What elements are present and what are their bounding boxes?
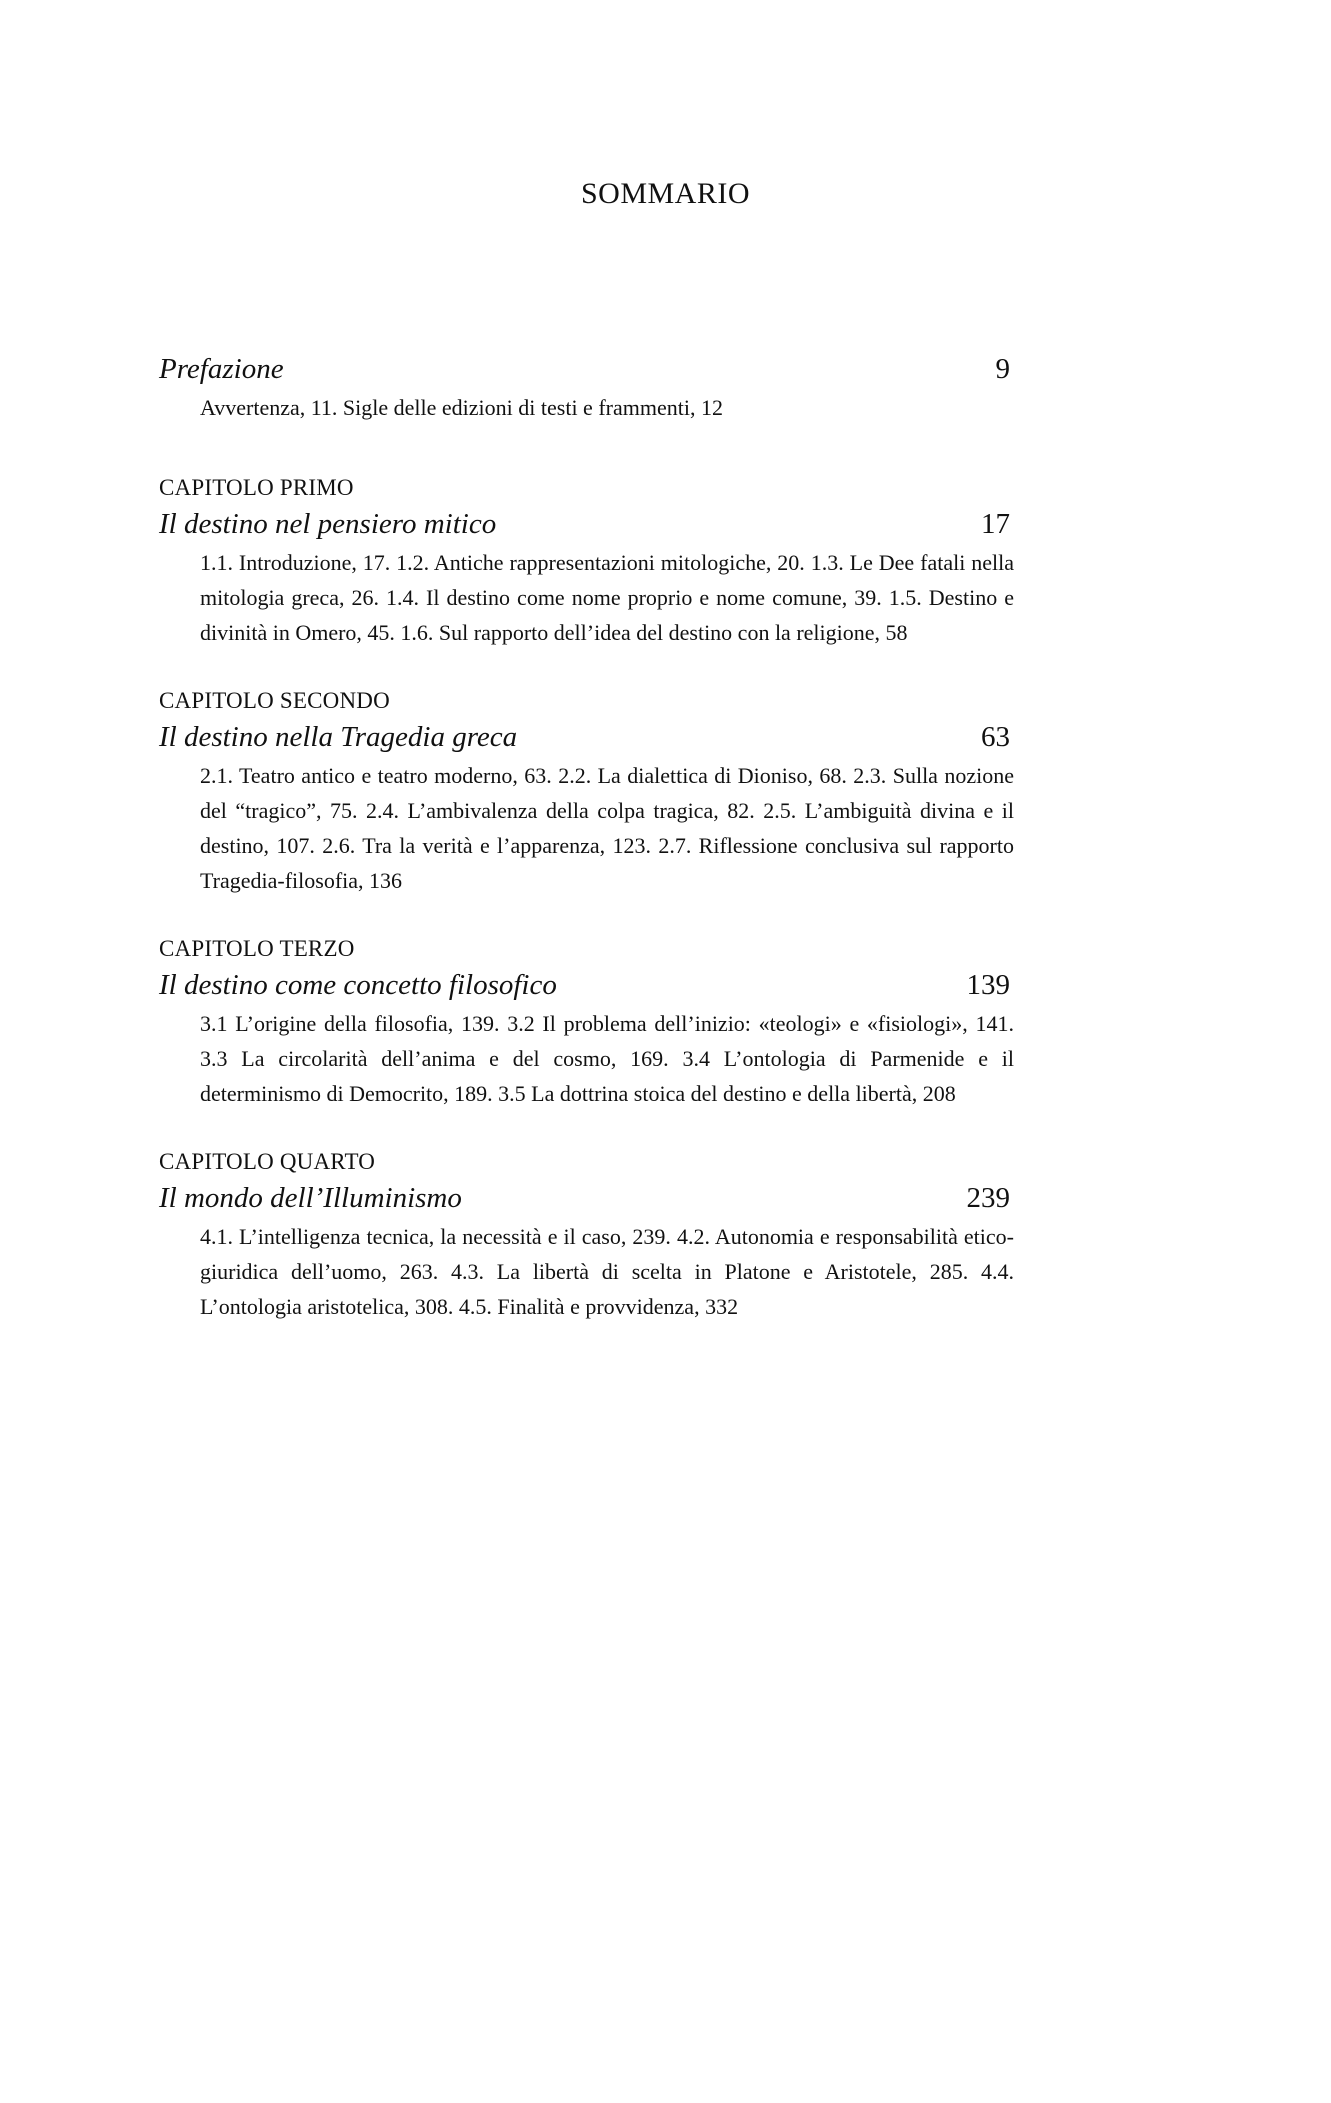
toc-entry-sections: Avvertenza, 11. Sigle delle edizioni di testi e frammenti, 12: [200, 395, 723, 420]
toc-heading-row: [159, 348, 1014, 390]
toc-entry-sections: 2.1. Teatro antico e teatro moderno, 63. 2.2. La dialettica di Dioniso, 68. 2.3. Sulla nozione del “tragico”, 75. 2.4. L’ambivalenza della colpa tragica, 82. 2.5. L’ambiguità divina e il destino, 107. 2.6. Tra la verità e l’apparenza, 123. 2.7. Riflessione conclusiva sul rapporto Tragedia-filosofia, 136: [200, 763, 1014, 893]
toc-entry-prefazione: [159, 348, 1014, 425]
toc-entry-page: 63: [981, 721, 1010, 753]
toc-entry-title: Il destino come concetto filosofico: [159, 969, 557, 1001]
page-title: SOMMARIO: [580, 177, 751, 210]
toc-entry-title: Il mondo dell’Illuminismo: [159, 1182, 462, 1214]
toc-heading-row: [159, 716, 1014, 758]
toc-heading-row: [159, 1177, 1014, 1219]
toc-entry-chapter-1: [159, 473, 1014, 650]
toc-entry-chapter-3: [159, 934, 1014, 1111]
toc-entry-chapter-4: [159, 1147, 1014, 1324]
toc-entry-page: 139: [966, 969, 1010, 1001]
toc-heading-row: [159, 503, 1014, 545]
toc-entry-title: Il destino nella Tragedia greca: [159, 721, 518, 753]
chapter-label: CAPITOLO PRIMO: [159, 475, 354, 500]
toc-entry-sections: 1.1. Introduzione, 17. 1.2. Antiche rappresentazioni mitologiche, 20. 1.3. Le Dee fatali nella mitologia greca, 26. 1.4. Il destino come nome proprio e nome comune, 39. 1.5. Destino e divinità in Omero, 45. 1.6. Sul rapporto dell’idea del destino con la religione, 58: [200, 550, 1014, 645]
toc-entry-sections: 4.1. L’intelligenza tecnica, la necessità e il caso, 239. 4.2. Autonomia e responsabilità etico-giuridica dell’uomo, 263. 4.3. La libertà di scelta in Platone e Aristotele, 285. 4.4. L’ontologia aristotelica, 308. 4.5. Finalità e provvidenza, 332: [200, 1224, 1014, 1319]
chapter-label: CAPITOLO TERZO: [159, 936, 355, 961]
toc-entry-sections: 3.1 L’origine della filosofia, 139. 3.2 Il problema dell’inizio: «teologi» e «fisiologi», 141. 3.3 La circolarità dell’anima e del cosmo, 169. 3.4 L’ontologia di Parmenide e il determinismo di Democrito, 189. 3.5 La dottrina stoica del destino e della libertà, 208: [200, 1011, 1014, 1106]
chapter-label: CAPITOLO SECONDO: [159, 688, 390, 713]
toc-entry-page: 239: [966, 1182, 1010, 1214]
table-of-contents: [159, 348, 1014, 1360]
toc-entry-title: Prefazione: [159, 353, 284, 385]
chapter-label: CAPITOLO QUARTO: [159, 1149, 376, 1174]
toc-entry-chapter-2: [159, 686, 1014, 898]
toc-entry-title: Il destino nel pensiero mitico: [159, 508, 497, 540]
toc-entry-page: 17: [981, 508, 1010, 540]
toc-heading-row: [159, 964, 1014, 1006]
toc-entry-page: 9: [995, 353, 1010, 385]
